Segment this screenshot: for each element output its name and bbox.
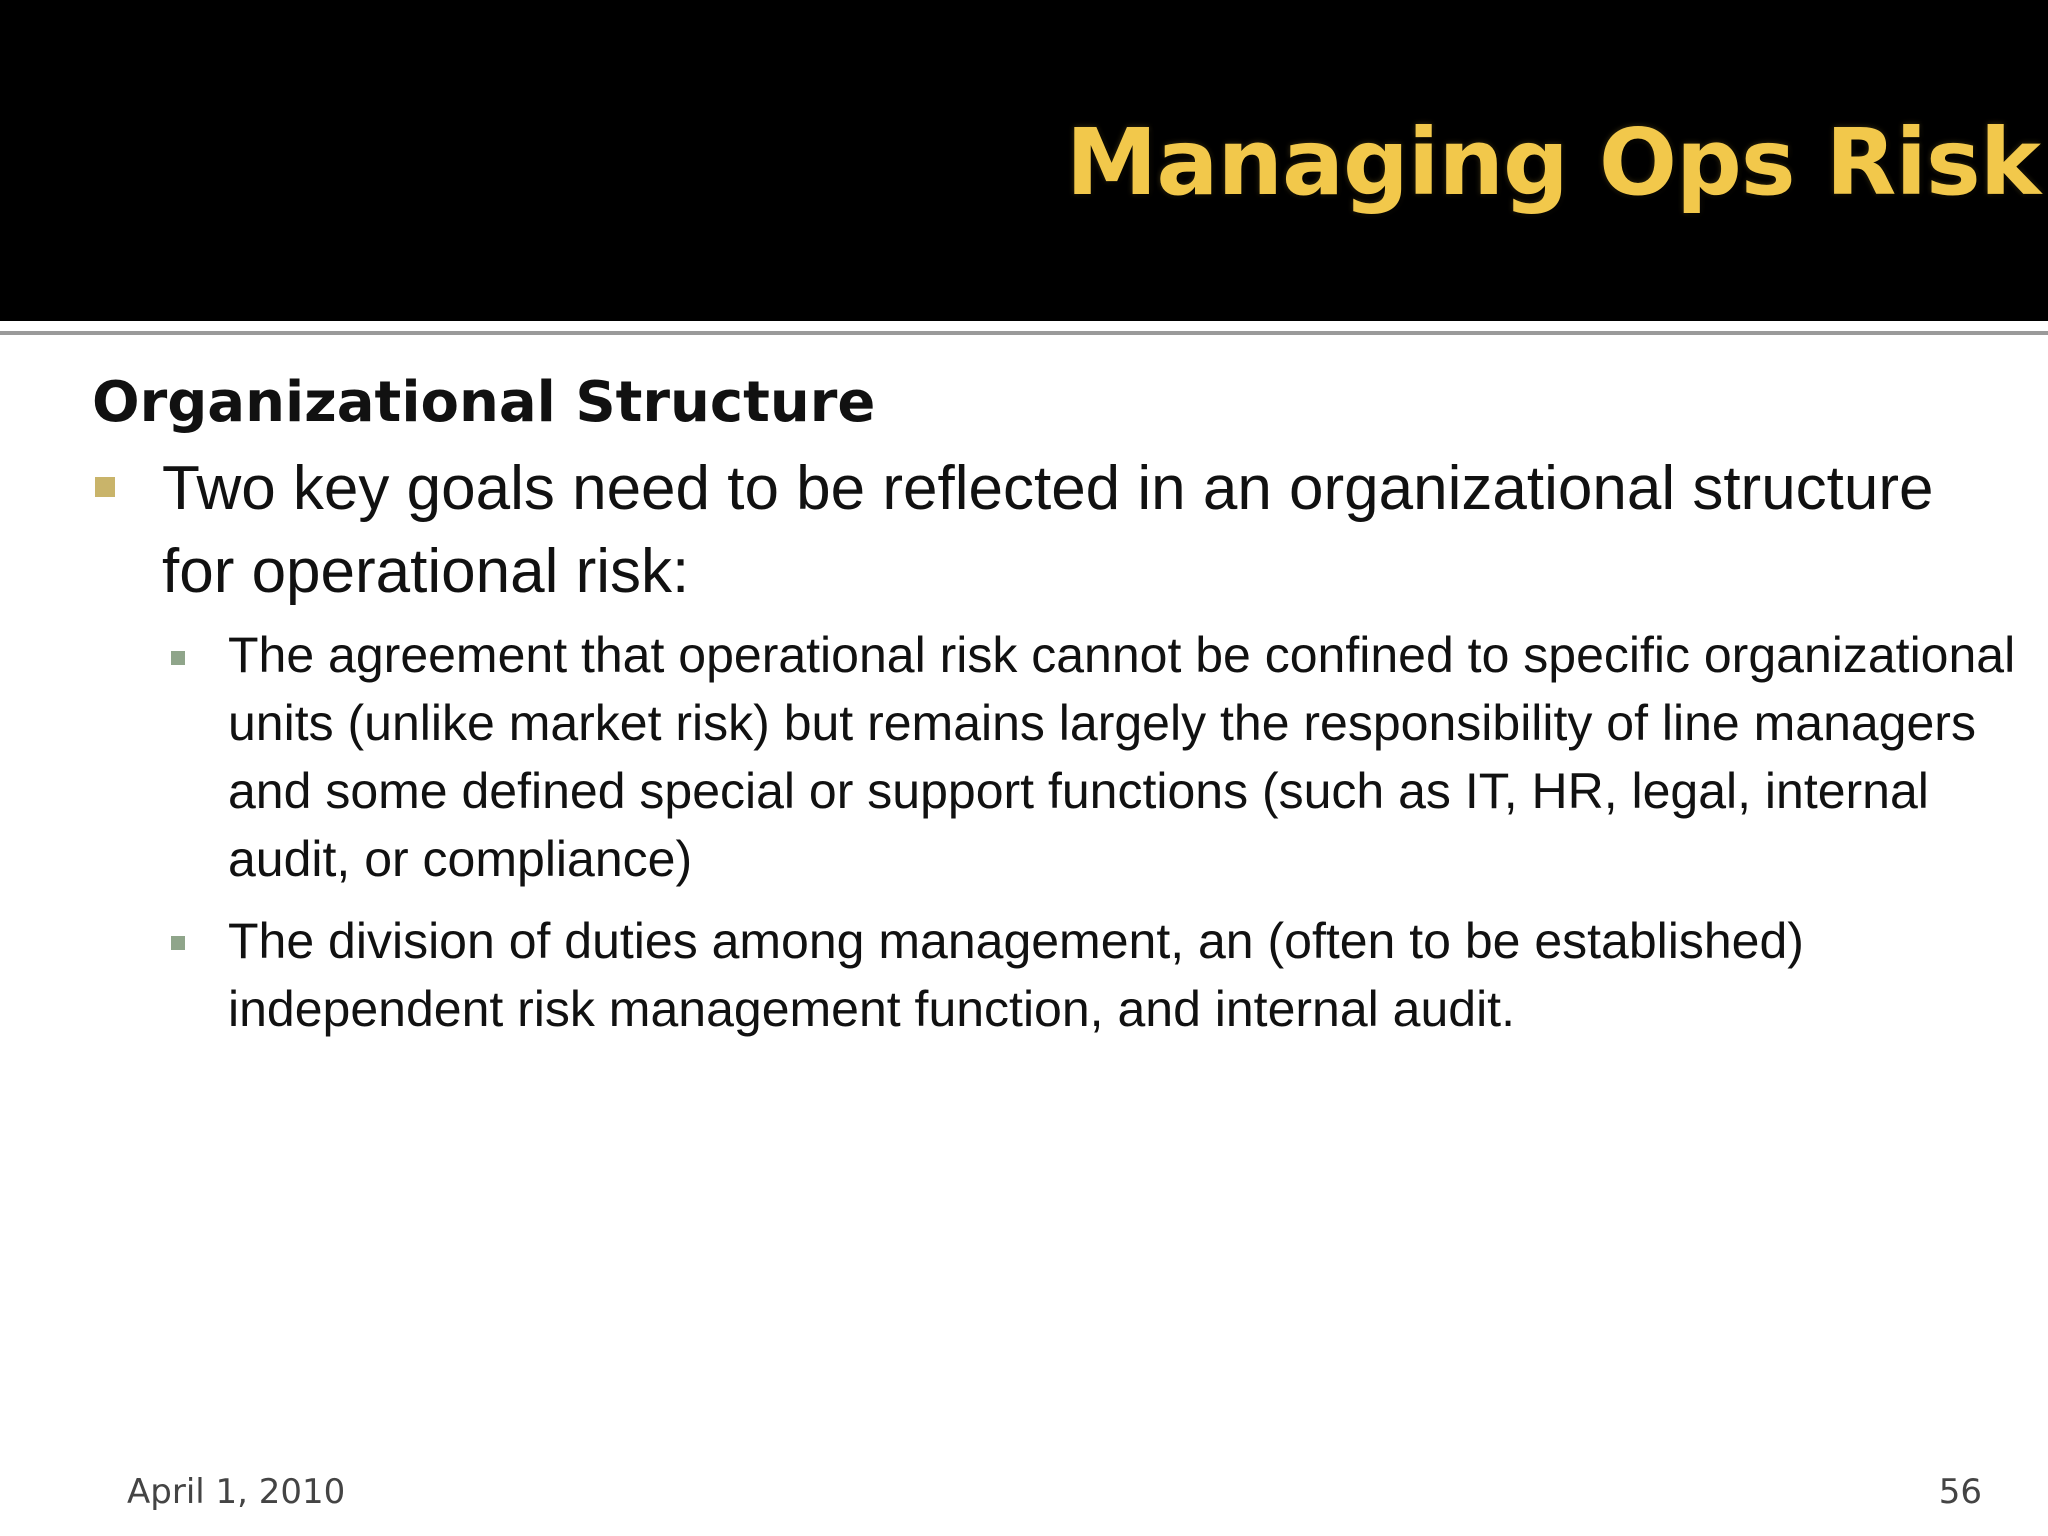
section-heading: Organizational Structure	[92, 370, 876, 435]
slide-header-bar	[0, 0, 2048, 321]
sub-bullet-item-1: The agreement that operational risk cannot be confined to specific organizational units (unlike market risk) but remains largely the responsibility of line managers and some defined special or support functions (such as IT, HR, legal, internal audit, or compliance)	[228, 627, 2016, 887]
header-divider-rule	[0, 331, 2048, 335]
sub-bullet-item-2: The division of duties among management, an (often to be established) independent risk management function, and internal audit.	[228, 913, 1804, 1037]
header-divider-light	[0, 321, 2048, 331]
bullet-item-level1: Two key goals need to be reflected in an organizational structure for operational risk:	[162, 454, 1934, 606]
footer-date: April 1, 2010	[127, 1472, 346, 1512]
small-square-bullet-icon	[171, 936, 185, 950]
slide-number: 56	[1938, 1472, 1982, 1512]
small-square-bullet-icon	[171, 651, 185, 665]
slide-title: Managing Ops Risk	[1065, 109, 2040, 216]
square-bullet-icon	[95, 477, 115, 497]
